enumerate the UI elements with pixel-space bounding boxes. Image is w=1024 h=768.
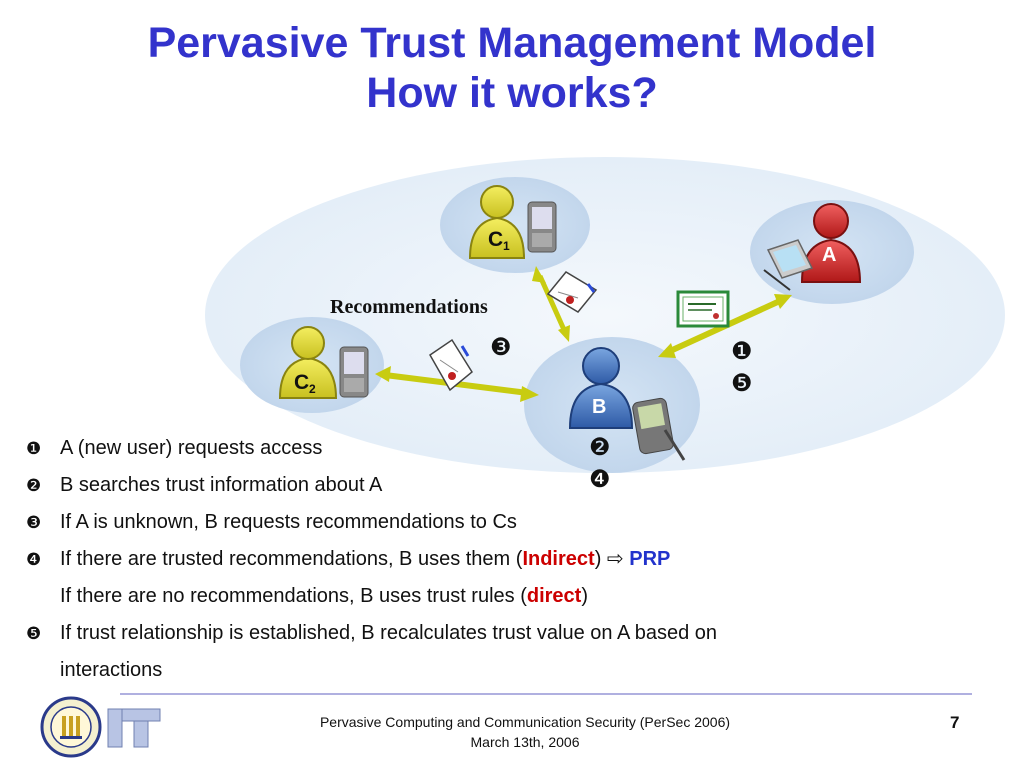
step-text: If A is unknown, B requests recommendations to Cs bbox=[60, 511, 517, 533]
list-item bbox=[26, 504, 986, 541]
footer-divider bbox=[120, 693, 972, 695]
step-text: If trust relationship is established, B recalculates trust value on A based on bbox=[60, 622, 718, 644]
svg-text:1: 1 bbox=[503, 239, 510, 253]
prp-label: PRP bbox=[629, 548, 671, 570]
page-number: 7 bbox=[950, 713, 960, 732]
step-number: ❺ bbox=[26, 624, 42, 643]
footer-date: March 13th, 2006 bbox=[470, 734, 580, 750]
svg-text:B: B bbox=[592, 396, 607, 418]
step-text-pre: If there are no recommendations, B uses trust rules ( bbox=[60, 585, 527, 607]
step-number: ❷ bbox=[26, 476, 42, 495]
title-line-1: Pervasive Trust Management Model bbox=[147, 19, 877, 67]
footer-text bbox=[240, 712, 810, 752]
direct-emphasis: direct bbox=[526, 585, 582, 607]
step-marker-4: ❹ bbox=[589, 466, 611, 493]
title-line-2: How it works? bbox=[366, 69, 658, 117]
step-number: ❹ bbox=[26, 550, 42, 569]
step-text-post: ) bbox=[581, 585, 589, 607]
svg-text:2: 2 bbox=[309, 382, 316, 396]
list-item bbox=[26, 430, 986, 467]
list-item bbox=[26, 541, 986, 578]
list-item bbox=[26, 467, 986, 504]
step-number: ❶ bbox=[26, 439, 42, 458]
institute-logo-icon bbox=[106, 703, 162, 751]
pda-c1-icon bbox=[528, 202, 556, 252]
list-item bbox=[26, 615, 986, 652]
step-text: A (new user) requests access bbox=[60, 437, 323, 459]
university-seal-icon bbox=[40, 696, 102, 758]
step-marker-1: ❶ bbox=[731, 338, 753, 365]
step-text bbox=[60, 578, 588, 615]
pda-c2-icon bbox=[340, 347, 368, 397]
step-marker-2: ❷ bbox=[589, 434, 611, 461]
list-item bbox=[26, 578, 986, 615]
svg-text:C: C bbox=[294, 371, 310, 394]
svg-text:C: C bbox=[488, 228, 504, 251]
indirect-emphasis: Indirect bbox=[522, 548, 595, 570]
recommendations-label: Recommendations bbox=[330, 296, 488, 318]
step-text: B searches trust information about A bbox=[60, 474, 383, 496]
svg-text:A: A bbox=[822, 244, 837, 266]
step-text-pre: If there are trusted recommendations, B uses them ( bbox=[60, 548, 523, 570]
arrow-right-icon: ⇨ bbox=[606, 548, 624, 570]
step-marker-5: ❺ bbox=[731, 370, 753, 397]
certificate-a-icon bbox=[678, 292, 728, 326]
footer-conference: Pervasive Computing and Communication Security (PerSec 2006) bbox=[319, 714, 731, 730]
step-text: interactions bbox=[60, 659, 163, 681]
step-number: ❸ bbox=[26, 513, 42, 532]
list-item bbox=[26, 652, 986, 689]
steps-list bbox=[26, 430, 986, 689]
step-text-post: ) bbox=[594, 548, 607, 570]
step-marker-3: ❸ bbox=[490, 334, 512, 361]
step-text bbox=[60, 541, 670, 578]
